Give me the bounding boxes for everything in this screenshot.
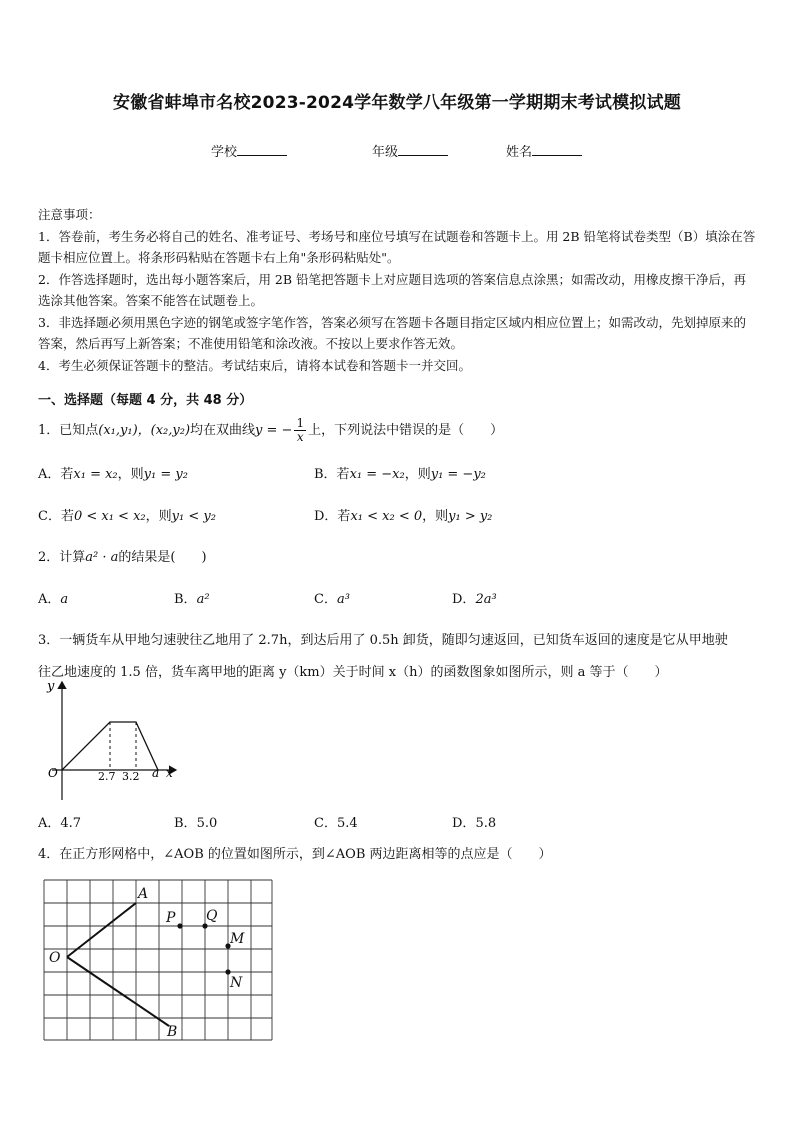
name-blank[interactable] xyxy=(532,143,582,156)
tick-label: 2.7 xyxy=(98,770,116,783)
q1-prefix: 1．已知点 xyxy=(38,423,99,438)
question-4-stem: 4．在正方形网格中，∠AOB 的位置如图所示，到∠AOB 两边距离相等的点应是（ ） xyxy=(38,847,552,862)
option-text: ，则 xyxy=(404,467,431,482)
option-value: 5.0 xyxy=(196,816,218,831)
page-title: 安徽省蚌埠市名校2023-2024学年数学八年级第一学期期末考试模拟试题 xyxy=(113,93,681,113)
q1-suffix: 上，下列说法中错误的是（ ） xyxy=(308,423,504,438)
y-axis-label: y xyxy=(47,679,55,694)
point-q xyxy=(202,923,207,928)
option-value: 4.7 xyxy=(60,816,82,831)
option-math: x₁ < x₂ < 0 xyxy=(350,509,423,524)
note-item: 3．非选择题必须用黑色字迹的钢笔或签字笔作答，答案必须写在答题卡各题目指定区域内相应位置上；如需改动，先划掉原来的答案，然后再写上新答案；不准使用铅笔和涂改液。不按以上要求作答无效。 xyxy=(38,314,746,351)
point-p xyxy=(177,923,182,928)
option-text: ，则 xyxy=(422,509,449,524)
q2-prefix: 2．计算 xyxy=(38,550,86,565)
option-text: B．若 xyxy=(314,467,350,482)
option-text: ，则 xyxy=(145,509,172,524)
school-field[interactable] xyxy=(211,141,287,160)
x-axis-label: x xyxy=(166,766,173,780)
label-b: B xyxy=(167,1024,178,1040)
option-text: A． xyxy=(38,592,61,607)
section-title: 一、选择题（每题 4 分，共 48 分） xyxy=(38,393,253,408)
question-2-stem xyxy=(38,546,207,565)
option-value: 5.8 xyxy=(475,816,497,831)
option-text: C．若 xyxy=(38,509,74,524)
name-field[interactable] xyxy=(506,141,582,160)
label-m: M xyxy=(230,931,245,947)
option-text: D． xyxy=(452,816,476,831)
q3-line-1: 3．一辆货车从甲地匀速驶往乙地用了 2.7h，到达后用了 0.5h 卸货，随即匀速返回，已知货车返回的速度是它从甲地驶 xyxy=(38,633,728,648)
school-blank[interactable] xyxy=(237,143,287,156)
option-text: B． xyxy=(174,816,197,831)
option-math: x₁ = x₂ xyxy=(73,467,118,482)
q2-option-c[interactable] xyxy=(314,588,350,607)
q1-points: (x₁,y₁)，(x₂,y₂) xyxy=(98,423,191,438)
option-text: D． xyxy=(452,592,476,607)
q3-graph xyxy=(38,676,188,804)
option-math: 0 < x₁ < x₂ xyxy=(73,509,146,524)
q1-option-d[interactable] xyxy=(314,505,492,524)
q1-fraction xyxy=(294,417,306,444)
grade-label: 年级 xyxy=(372,145,399,160)
option-text: D．若 xyxy=(314,509,351,524)
notes-block xyxy=(38,204,758,376)
q2-expr: a² · a xyxy=(85,550,119,565)
option-math: y₁ = −y₂ xyxy=(430,467,486,482)
option-text: C． xyxy=(314,816,337,831)
q1-mid: 均在双曲线 xyxy=(190,423,256,438)
option-text: B． xyxy=(174,592,197,607)
ray-ob xyxy=(67,957,169,1026)
label-o: O xyxy=(49,950,61,966)
q2-option-b[interactable] xyxy=(174,588,210,607)
label-q: Q xyxy=(206,908,218,924)
school-label: 学校 xyxy=(211,145,238,160)
tick-label: 3.2 xyxy=(122,770,140,783)
option-math: y₁ > y₂ xyxy=(448,509,493,524)
note-item: 1．答卷前，考生务必将自己的姓名、准考证号、考场号和座位号填写在试题卷和答题卡上。用 2B 铅笔将试卷类型（B）填涂在答题卡相应位置上。将条形码粘贴在答题卡右上角"条形码粘贴处"。 xyxy=(38,228,756,265)
q1-option-a[interactable] xyxy=(38,463,188,482)
option-math: a xyxy=(60,592,69,607)
q1-fraction-num: 1 xyxy=(296,416,305,430)
label-a: A xyxy=(138,886,149,902)
option-value: 5.4 xyxy=(336,816,358,831)
origin-label: O xyxy=(48,766,58,780)
q1-option-c[interactable] xyxy=(38,505,216,524)
q3-option-c[interactable] xyxy=(314,812,358,831)
note-item: 2．作答选择题时，选出每小题答案后，用 2B 铅笔把答题卡上对应题目选项的答案信息点涂黑；如需改动，用橡皮擦干净后，再选涂其他答案。答案不能答在试题卷上。 xyxy=(38,271,747,308)
grade-blank[interactable] xyxy=(398,143,448,156)
q3-line-2: 往乙地速度的 1.5 倍，货车离甲地的距离 y（km）关于时间 x（h）的函数图象如图所示，则 a 等于（ ） xyxy=(38,665,668,680)
tick-label: a xyxy=(152,766,160,780)
option-math: y₁ = y₂ xyxy=(143,467,188,482)
option-math: a³ xyxy=(336,592,350,607)
question-1-stem xyxy=(38,417,503,444)
q2-option-a[interactable] xyxy=(38,588,68,607)
q3-option-a[interactable] xyxy=(38,812,81,831)
option-math: x₁ = −x₂ xyxy=(349,467,405,482)
option-text: C． xyxy=(314,592,337,607)
option-text: ，则 xyxy=(117,467,144,482)
grid-lines xyxy=(44,880,272,1040)
q4-grid-figure xyxy=(40,876,276,1044)
option-math: 2a³ xyxy=(475,592,497,607)
notes-heading: 注意事项： xyxy=(38,207,101,222)
option-math: a² xyxy=(196,592,210,607)
q3-option-b[interactable] xyxy=(174,812,217,831)
option-text: A． xyxy=(38,816,61,831)
grade-field[interactable] xyxy=(372,141,448,160)
q2-suffix: 的结果是( ) xyxy=(118,550,207,565)
point-n xyxy=(225,969,230,974)
label-p: P xyxy=(166,910,176,926)
q2-option-d[interactable] xyxy=(452,588,497,607)
option-text: A．若 xyxy=(38,467,74,482)
q1-fraction-den: x xyxy=(296,430,304,444)
label-n: N xyxy=(230,975,243,991)
name-label: 姓名 xyxy=(506,145,533,160)
q3-option-d[interactable] xyxy=(452,812,496,831)
q1-option-b[interactable] xyxy=(314,463,486,482)
q1-func-lhs: y = − xyxy=(255,423,293,438)
option-math: y₁ < y₂ xyxy=(171,509,216,524)
note-item: 4．考生必须保证答题卡的整洁。考试结束后，请将本试卷和答题卡一并交回。 xyxy=(38,357,471,373)
